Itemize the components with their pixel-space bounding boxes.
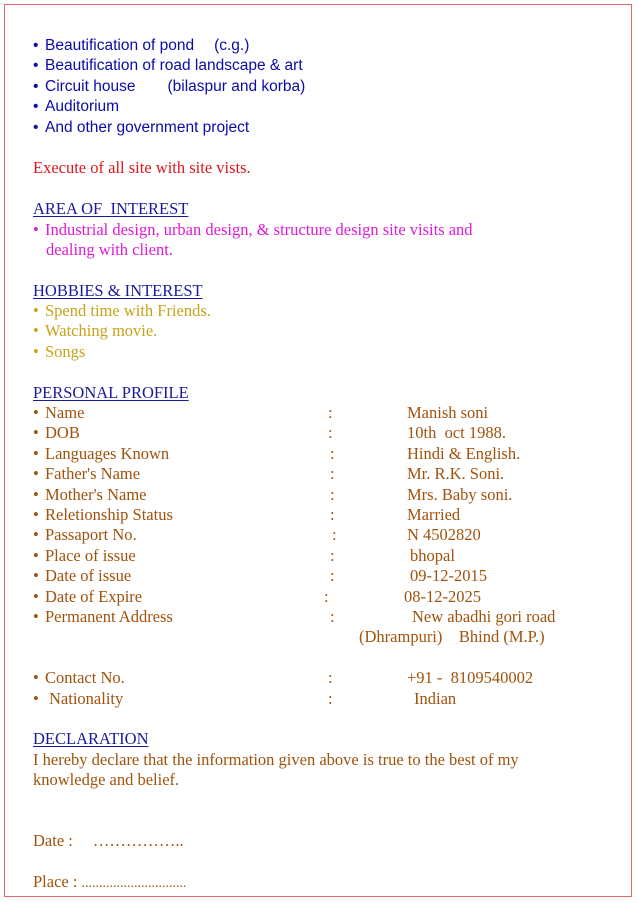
profile-separator: : [328, 688, 333, 708]
profile-value: Hindi & English. [407, 443, 521, 463]
profile-row [33, 689, 613, 709]
profile-row [33, 464, 613, 484]
area-of-interest-line: dealing with client. [46, 239, 173, 259]
profile-row [33, 566, 613, 586]
bullet-icon: • [33, 688, 39, 708]
bullet-icon: • [33, 484, 39, 504]
list-item [33, 301, 613, 321]
profile-row [33, 546, 613, 566]
bullet-icon: • [33, 321, 39, 341]
place-input[interactable]: .............................. [81, 876, 187, 892]
profile-value: 08-12-2025 [404, 586, 481, 606]
bullet-icon: • [33, 566, 39, 586]
bullet-icon: • [33, 118, 39, 136]
hobbies-heading: HOBBIES & INTEREST [33, 280, 203, 300]
list-item [33, 36, 613, 56]
bullet-icon: • [33, 77, 39, 95]
profile-value: Mrs. Baby soni. [407, 484, 513, 504]
profile-value: New abadhi gori road [412, 606, 556, 626]
area-of-interest-line: Industrial design, urban design, & structure design site visits and [45, 219, 473, 239]
profile-row [33, 403, 613, 423]
profile-label: Passaport No. [45, 525, 137, 545]
hobby-label: Spend time with Friends. [45, 301, 211, 321]
profile-separator: : [332, 525, 337, 545]
bullet-icon: • [33, 57, 39, 75]
profile-separator: : [330, 464, 335, 484]
project-label: Circuit house [45, 77, 136, 95]
bullet-icon: • [33, 504, 39, 524]
profile-row [33, 423, 613, 443]
bullet-icon: • [33, 545, 39, 565]
declaration-text: knowledge and belief. [33, 770, 180, 790]
profile-row [33, 668, 613, 688]
declaration-heading: DECLARATION [33, 729, 149, 749]
date-label: Date : [33, 831, 73, 851]
profile-separator: : [330, 484, 335, 504]
area-of-interest-heading: AREA OF INTEREST [33, 199, 189, 219]
profile-value: Indian [414, 688, 457, 708]
profile-value: 09-12-2015 [410, 566, 487, 586]
profile-label: Mother's Name [45, 484, 147, 504]
list-item [33, 97, 613, 117]
list-item [33, 342, 613, 362]
place-label: Place : [33, 872, 78, 892]
profile-row [33, 485, 613, 505]
profile-value: +91 - 8109540002 [407, 668, 534, 688]
profile-row [33, 587, 613, 607]
personal-profile-heading: PERSONAL PROFILE [33, 382, 189, 402]
bullet-icon: • [33, 403, 39, 423]
profile-separator: : [328, 423, 333, 443]
area-of-interest-text [33, 220, 613, 240]
profile-separator: : [330, 606, 335, 626]
list-item [33, 56, 613, 76]
bullet-icon: • [33, 464, 39, 484]
profile-label: Nationality [49, 688, 124, 708]
profile-value: 10th oct 1988. [407, 423, 506, 443]
profile-row [33, 525, 613, 545]
profile-separator: : [330, 566, 335, 586]
list-item [33, 321, 613, 341]
declaration-text: I hereby declare that the information given above is true to the best of my [33, 749, 519, 769]
profile-value: (Dhrampuri) Bhind (M.P.) [359, 627, 545, 647]
project-label: Beautification of pond [45, 37, 195, 54]
bullet-icon: • [33, 606, 39, 626]
bullet-icon: • [33, 443, 39, 463]
profile-label: Father's Name [45, 464, 141, 484]
bullet-icon: • [33, 586, 39, 606]
hobby-label: Songs [45, 341, 86, 361]
project-label: Beautification of road landscape & art [45, 57, 303, 75]
execute-note: Execute of all site with site vists. [33, 158, 251, 178]
bullet-icon: • [33, 37, 39, 54]
profile-value: Manish soni [407, 403, 489, 423]
profile-row [33, 444, 613, 464]
list-item [33, 77, 613, 97]
profile-separator: : [330, 443, 335, 463]
profile-separator: : [330, 545, 335, 565]
place-field [33, 872, 613, 892]
project-label: Auditorium [45, 98, 120, 116]
profile-label: Date of issue [45, 566, 132, 586]
projects-list [33, 36, 613, 138]
profile-value: N 4502820 [407, 525, 481, 545]
date-field [33, 831, 613, 851]
list-item [33, 118, 613, 138]
project-note: (c.g.) [214, 37, 250, 54]
address-line-2 [33, 627, 613, 647]
resume-page [33, 36, 613, 892]
profile-label: Date of Expire [45, 586, 143, 606]
profile-label: Languages Known [45, 443, 170, 463]
project-note: (bilaspur and korba) [167, 77, 306, 95]
bullet-icon: • [33, 525, 39, 545]
profile-label: Contact No. [45, 668, 125, 688]
profile-value: Mr. R.K. Soni. [407, 464, 505, 484]
profile-label: DOB [45, 423, 80, 443]
hobby-label: Watching movie. [45, 321, 158, 341]
project-label: And other government project [45, 118, 250, 136]
profile-separator: : [328, 668, 333, 688]
bullet-icon: • [33, 98, 39, 116]
bullet-icon: • [33, 423, 39, 443]
profile-value: bhopal [410, 545, 455, 565]
date-input[interactable]: …………….. [92, 831, 184, 851]
bullet-icon: • [33, 301, 39, 321]
profile-label: Place of issue [45, 545, 136, 565]
profile-label: Permanent Address [45, 606, 173, 626]
bullet-icon: • [33, 219, 39, 239]
profile-label: Reletionship Status [45, 504, 173, 524]
profile-separator: : [328, 403, 333, 423]
profile-row [33, 505, 613, 525]
bullet-icon: • [33, 341, 39, 361]
profile-separator: : [324, 586, 329, 606]
profile-label: Name [45, 403, 85, 423]
bullet-icon: • [33, 668, 39, 688]
profile-row [33, 607, 613, 627]
profile-separator: : [330, 504, 335, 524]
personal-profile-table [33, 403, 613, 709]
profile-value: Married [407, 504, 461, 524]
